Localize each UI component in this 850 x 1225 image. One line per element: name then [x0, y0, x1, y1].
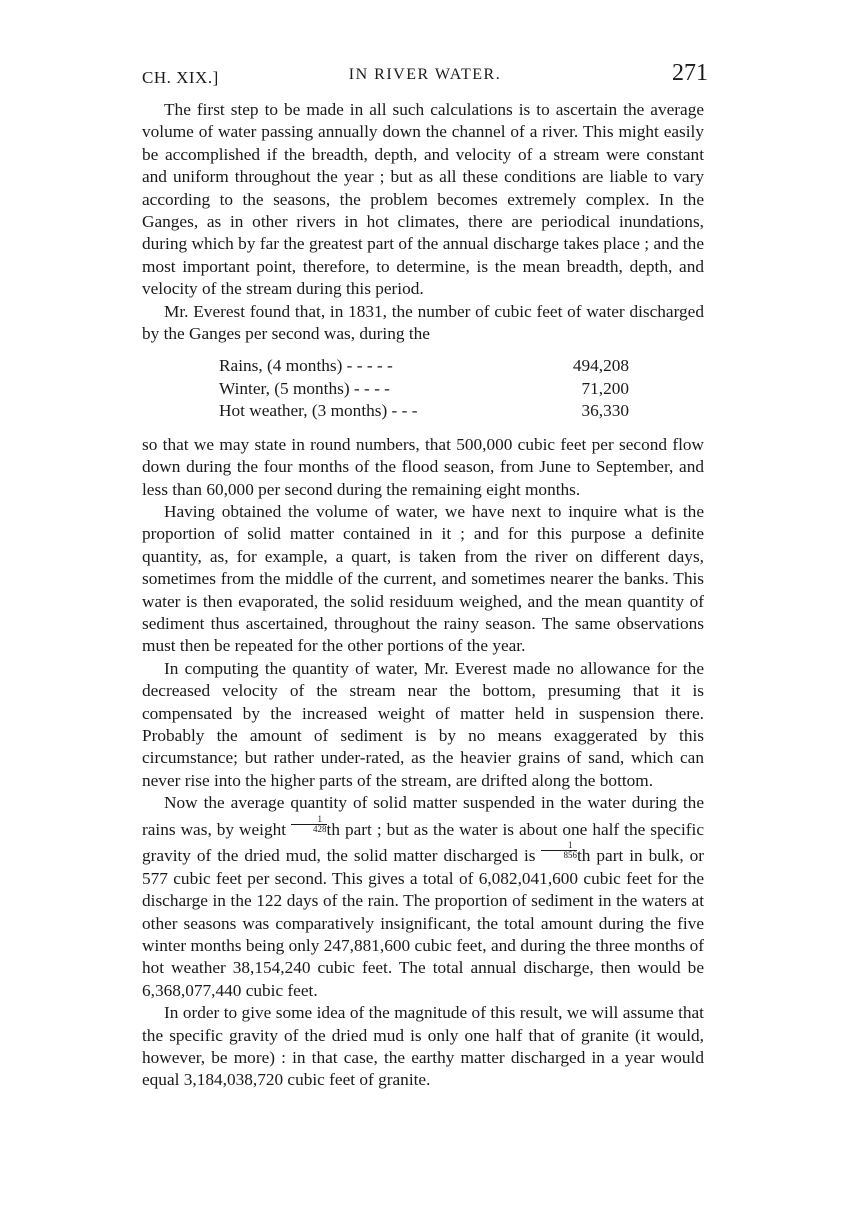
page-number: 271 [672, 60, 708, 86]
paragraph-3: so that we may state in round numbers, that 500,000 cubic feet per second flow down during the four months of the flood season, from June to September, and less than 60,000 per second during the remaining eight months. [142, 434, 704, 499]
table-row [219, 355, 629, 377]
fraction-denominator: 856 [563, 850, 577, 861]
paragraph-4: Having obtained the volume of water, we have next to inquire what is the proportion of solid matter contained in it ; and for this purpose a definite quantity, as, for example, a quart, is taken from the river on different days, sometimes from the middle of the current, and sometimes nearer the banks. This water is then evaporated, the solid residuum weighed, and the mean quantity of sediment thus ascertained, throughout the rainy season. The same observations must then be repeated for the other portions of the year. [142, 501, 704, 656]
table-row-label: Winter, (5 months) - - - - [219, 378, 390, 398]
chapter-label: CH. XIX.] [142, 68, 219, 87]
table-row-value: 71,200 [581, 378, 629, 398]
table-row [219, 378, 629, 400]
fraction-one-428 [291, 815, 327, 834]
paragraph-5: In computing the quantity of water, Mr. Everest made no allowance for the decreased velocity of the stream near the bottom, presuming that it is compensated by the increased weight of matter held in suspension there. Probably the amount of sediment is by no means exaggerated by this circumstance; but rather under-rated, as the heavier grains of sand, which can never rise into the higher parts of the stream, are drifted along the bottom. [142, 658, 704, 790]
paragraph-6-text-b: th part ; but as the water is about one half the specific gravity of the dried mud, the solid matter discharged is [142, 819, 704, 866]
fraction-numerator: 1 [541, 841, 577, 851]
fraction-denominator: 428 [313, 823, 327, 834]
paragraph-1: The first step to be made in all such calculations is to ascertain the average volume of water passing annually down the channel of a river. This might easily be accomplished if the breadth, depth, and velocity of a stream were constant and uniform throughout the year ; but as all these conditions are liable to vary according to the seasons, the problem becomes extremely complex. In the Ganges, as in other rivers in hot climates, there are periodical inundations, during which by far the greatest part of the annual discharge takes place ; and the most important point, therefore, to determine, is the mean breadth, depth, and velocity of the stream during this period. [142, 100, 704, 299]
running-title: IN RIVER WATER. [348, 66, 502, 83]
fraction-numerator: 1 [291, 815, 327, 825]
paragraph-2: Mr. Everest found that, in 1831, the number of cubic feet of water discharged by the Ganges per second was, during the [142, 301, 704, 344]
running-header [142, 60, 708, 94]
paragraph-6-text-c: th part in bulk, or 577 cubic feet per second. This gives a total of 6,082,041,600 cubic feet for the discharge in the 122 days of the rain. The proportion of sediment in the waters at other seasons was comparatively insignificant, the total amount during the five winter months being only 247,881,600 cubic feet, and during the three months of hot weather 38,154,240 cubic feet. The total annual discharge, then would be 6,368,077,440 cubic feet. [142, 846, 704, 1000]
table-row-value: 36,330 [581, 401, 629, 421]
table-row-label: Hot weather, (3 months) - - - [219, 401, 418, 421]
table-row [219, 400, 629, 422]
paragraph-7: In order to give some idea of the magnitude of this result, we will assume that the specific gravity of the dried mud is only one half that of granite (it would, however, be more) : in that case, the earthy matter discharged in a year would equal 3,184,038,720 cubic feet of granite. [142, 1003, 704, 1090]
table-row-label: Rains, (4 months) - - - - - [219, 356, 393, 376]
table-row-value: 494,208 [572, 356, 629, 376]
fraction-one-856 [541, 841, 577, 860]
page-body [142, 99, 704, 1092]
discharge-table [219, 355, 629, 422]
paragraph-6 [142, 792, 704, 1002]
paragraph-6-text-a: Now the average quantity of solid matter suspended in the water during the rains was, by weight [142, 793, 704, 839]
